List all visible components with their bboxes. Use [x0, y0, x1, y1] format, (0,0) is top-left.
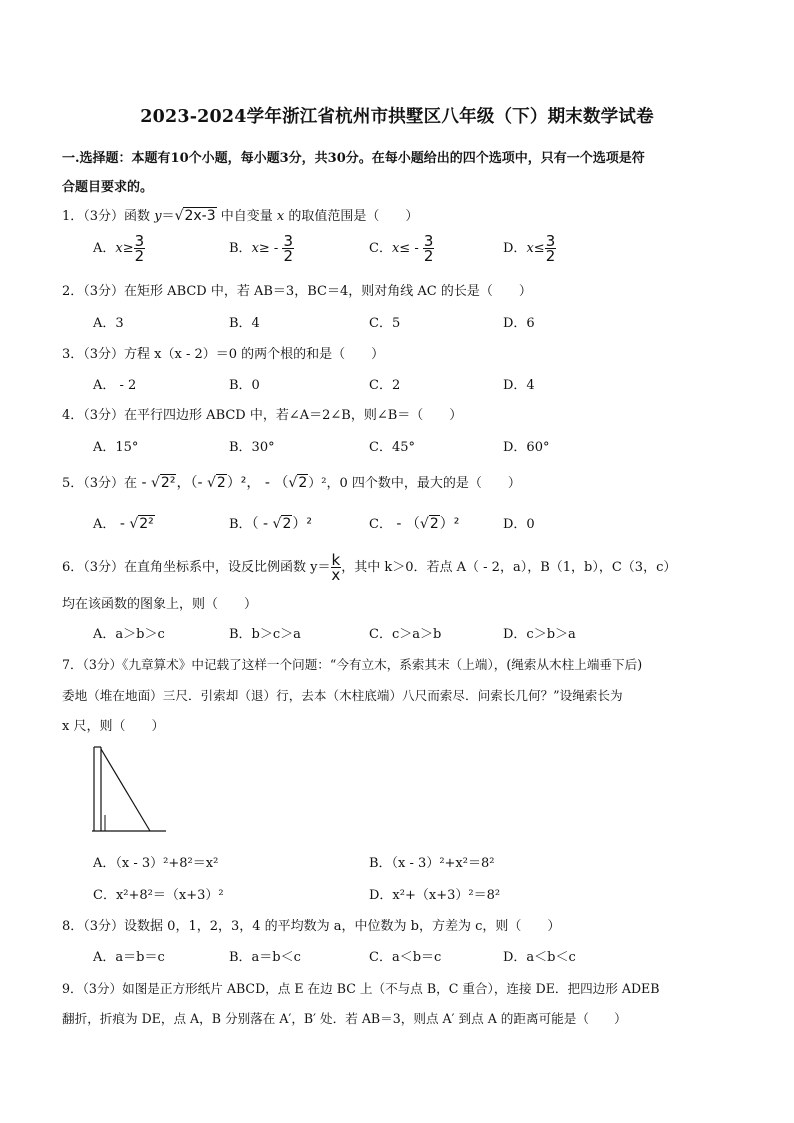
q2-option-c[interactable]: C．5	[369, 316, 401, 331]
question-9-line1: 9．（3分）如图是正方形纸片 ABCD，点 E 在边 BC 上（不与点 B，C 重合），连接 DE．把四边形 ADEB	[62, 981, 660, 996]
q4-option-c[interactable]: C．45°	[369, 440, 415, 455]
q1-option-d[interactable]: D．x≤ $\frac{3}{2}$	[503, 232, 556, 265]
q1-option-a[interactable]: A．x≥ $\frac{3}{2}$	[93, 232, 145, 265]
q3-option-d[interactable]: D．4	[503, 378, 535, 393]
question-2: 2．（3分）在矩形 ABCD 中，若 AB＝3，BC＝4，则对角线 AC 的长是（ ）	[62, 284, 532, 299]
fraction: $\frac{3}{2}$	[283, 232, 294, 265]
q4-option-b[interactable]: B．30°	[229, 440, 275, 455]
q7-option-a[interactable]: A．（x - 3）²+8²＝x²	[93, 856, 219, 871]
q8-option-a[interactable]: A．a＝b＝c	[93, 950, 165, 965]
question-5: 5．（3分）在 - √2²，（- √2）²， - （√2）²，0 四个数中，最大的是（ ）	[62, 475, 521, 491]
q6-option-d[interactable]: D．c＞b＞a	[503, 627, 576, 642]
page-title: 2023-2024学年浙江省杭州市拱墅区八年级（下）期末数学试卷	[140, 107, 654, 127]
q4-option-a[interactable]: A．15°	[93, 440, 139, 455]
q7-option-c[interactable]: C．x²+8²＝（x+3）²	[93, 888, 224, 903]
question-8: 8．（3分）设数据 0，1，2，3，4 的平均数为 a，中位数为 b，方差为 c，则（ ）	[62, 919, 561, 934]
fraction: $\frac{3}{2}$	[423, 232, 434, 265]
q1-option-b[interactable]: B．x≥ - $\frac{3}{2}$	[229, 232, 294, 265]
rope-line	[101, 749, 150, 831]
q2-option-d[interactable]: D．6	[503, 316, 535, 331]
q4-option-d[interactable]: D．60°	[503, 440, 550, 455]
q5-option-b[interactable]: B．（ - √2）²	[229, 516, 312, 532]
q3-option-b[interactable]: B．0	[229, 378, 260, 393]
fraction: $\frac{3}{2}$	[134, 232, 145, 265]
pole-rope-figure	[92, 745, 168, 835]
q5-option-a[interactable]: A． - √2²	[93, 516, 154, 532]
q7-option-b[interactable]: B．（x - 3）²+x²＝8²	[369, 856, 495, 871]
q8-option-b[interactable]: B．a＝b＜c	[229, 950, 301, 965]
q5-option-d[interactable]: D．0	[503, 517, 535, 532]
question-7-line2: 委地（堆在地面）三尺．引索却（退）行，去本（木柱底端）八尺而索尽．问索长几何？”设绳索长为	[62, 688, 623, 703]
q7-option-d[interactable]: D．x²+（x+3）²＝8²	[369, 888, 501, 903]
sqrt-expression: √2	[288, 475, 308, 491]
sqrt-expression: √2x-3	[174, 208, 216, 224]
fraction: $\frac{k}{x}$	[331, 551, 341, 584]
sqrt-expression: √2²	[129, 516, 154, 532]
section-heading-line2: 合题目要求的。	[62, 180, 154, 195]
question-4: 4．（3分）在平行四边形 ABCD 中，若∠A＝2∠B，则∠B＝（ ）	[62, 408, 463, 423]
question-1: 1．（3分）函数 y＝√2x-3 中自变量 x 的取值范围是（ ）	[62, 208, 419, 224]
fraction: $\frac{3}{2}$	[545, 232, 556, 265]
q2-option-b[interactable]: B．4	[229, 316, 260, 331]
section-heading-line1: 一.选择题：本题有10个小题，每小题3分，共30分。在每小题给出的四个选项中，只有一个选项是符	[62, 151, 645, 166]
q1-option-c[interactable]: C．x≤ - $\frac{3}{2}$	[369, 232, 434, 265]
q3-option-a[interactable]: A． - 2	[93, 378, 137, 393]
question-9-line2: 翻折，折痕为 DE，点 A，B 分别落在 A′，B′ 处．若 AB＝3，则点 A′ 到点 A 的距离可能是（ ）	[62, 1011, 627, 1026]
sqrt-expression: √2	[272, 516, 292, 532]
sqrt-expression: √2	[419, 516, 439, 532]
sqrt-expression: √2	[206, 475, 226, 491]
q3-option-c[interactable]: C．2	[369, 378, 401, 393]
question-6-line1: 6．（3分）在直角坐标系中，设反比例函数 y＝ $\frac{k}{x}$ ，其中 k＞0．若点 A（ - 2，a），B（1，b），C（3，c）	[62, 551, 677, 584]
q2-option-a[interactable]: A．3	[93, 316, 124, 331]
question-6-line2: 均在该函数的图象上，则（ ）	[62, 597, 258, 612]
question-3: 3．（3分）方程 x（x - 2）＝0 的两个根的和是（ ）	[62, 347, 385, 362]
q6-option-a[interactable]: A．a＞b＞c	[93, 627, 165, 642]
q5-option-c[interactable]: C． - （√2）²	[369, 516, 460, 532]
sqrt-expression: √2²	[151, 475, 176, 491]
q6-option-b[interactable]: B．b＞c＞a	[229, 627, 301, 642]
q8-option-d[interactable]: D．a＜b＜c	[503, 950, 576, 965]
question-7-line3: x 尺，则（ ）	[62, 719, 165, 734]
q6-option-c[interactable]: C．c＞a＞b	[369, 627, 442, 642]
question-7-line1: 7．（3分）《九章算术》中记载了这样一个问题：“今有立木，系索其末（上端），(绳索从木柱上端垂下后)	[62, 657, 643, 672]
q8-option-c[interactable]: C．a＜b＝c	[369, 950, 442, 965]
